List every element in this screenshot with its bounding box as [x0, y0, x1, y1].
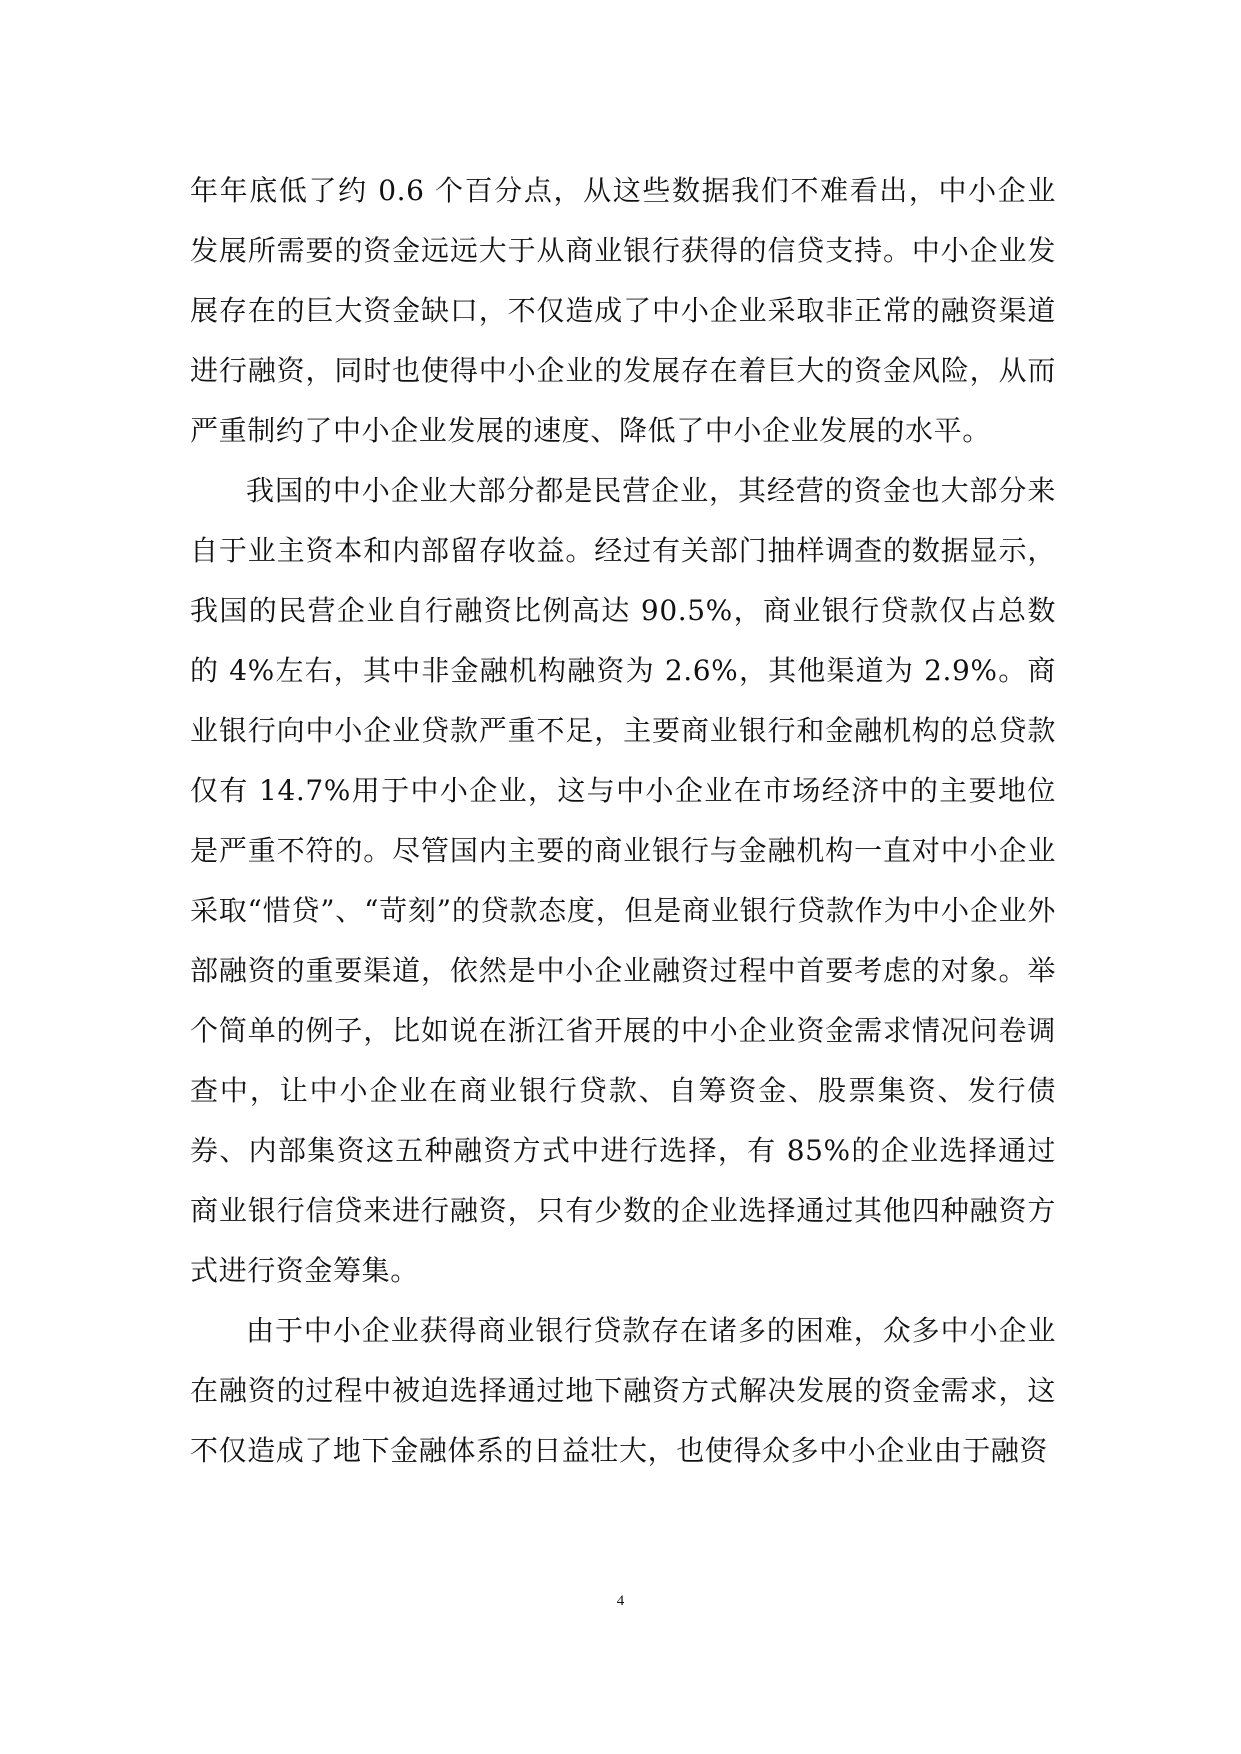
page-number: 4 [616, 1593, 625, 1609]
body-text [190, 161, 1056, 1481]
paragraph-2: 我国的中小企业大部分都是民营企业，其经营的资金也大部分来自于业主资本和内部留存收益。经过有关部门抽样调查的数据显示，我国的民营企业自行融资比例高达 90.5%，商业银行贷款仅占总数的 4%左右，其中非金融机构融资为 2.6%，其他渠道为 2.9%。商业银行向中小企业贷款严重不足，主要商业银行和金融机构的总贷款仅有 14.7%用于中小企业，这与中小企业在市场经济中的主要地位是严重不符的。尽管国内主要的商业银行与金融机构一直对中小企业采取“惜贷”、“苛刻”的贷款态度，但是商业银行贷款作为中小企业外部融资的重要渠道，依然是中小企业融资过程中首要考虑的对象。举个简单的例子，比如说在浙江省开展的中小企业资金需求情况问卷调查中，让中小企业在商业银行贷款、自筹资金、股票集资、发行债券、内部集资这五种融资方式中进行选择，有 85%的企业选择通过商业银行信贷来进行融资，只有少数的企业选择通过其他四种融资方式进行资金筹集。 [190, 474, 1056, 1287]
paragraph-3: 由于中小企业获得商业银行贷款存在诸多的困难，众多中小企业在融资的过程中被迫选择通过地下融资方式解决发展的资金需求，这不仅造成了地下金融体系的日益壮大，也使得众多中小企业由于融资 [190, 1314, 1056, 1467]
paragraph-1: 年年底低了约 0.6 个百分点，从这些数据我们不难看出，中小企业发展所需要的资金远远大于从商业银行获得的信贷支持。中小企业发展存在的巨大资金缺口，不仅造成了中小企业采取非正常的融资渠道进行融资，同时也使得中小企业的发展存在着巨大的资金风险，从而严重制约了中小企业发展的速度、降低了中小企业发展的水平。 [190, 174, 1056, 447]
